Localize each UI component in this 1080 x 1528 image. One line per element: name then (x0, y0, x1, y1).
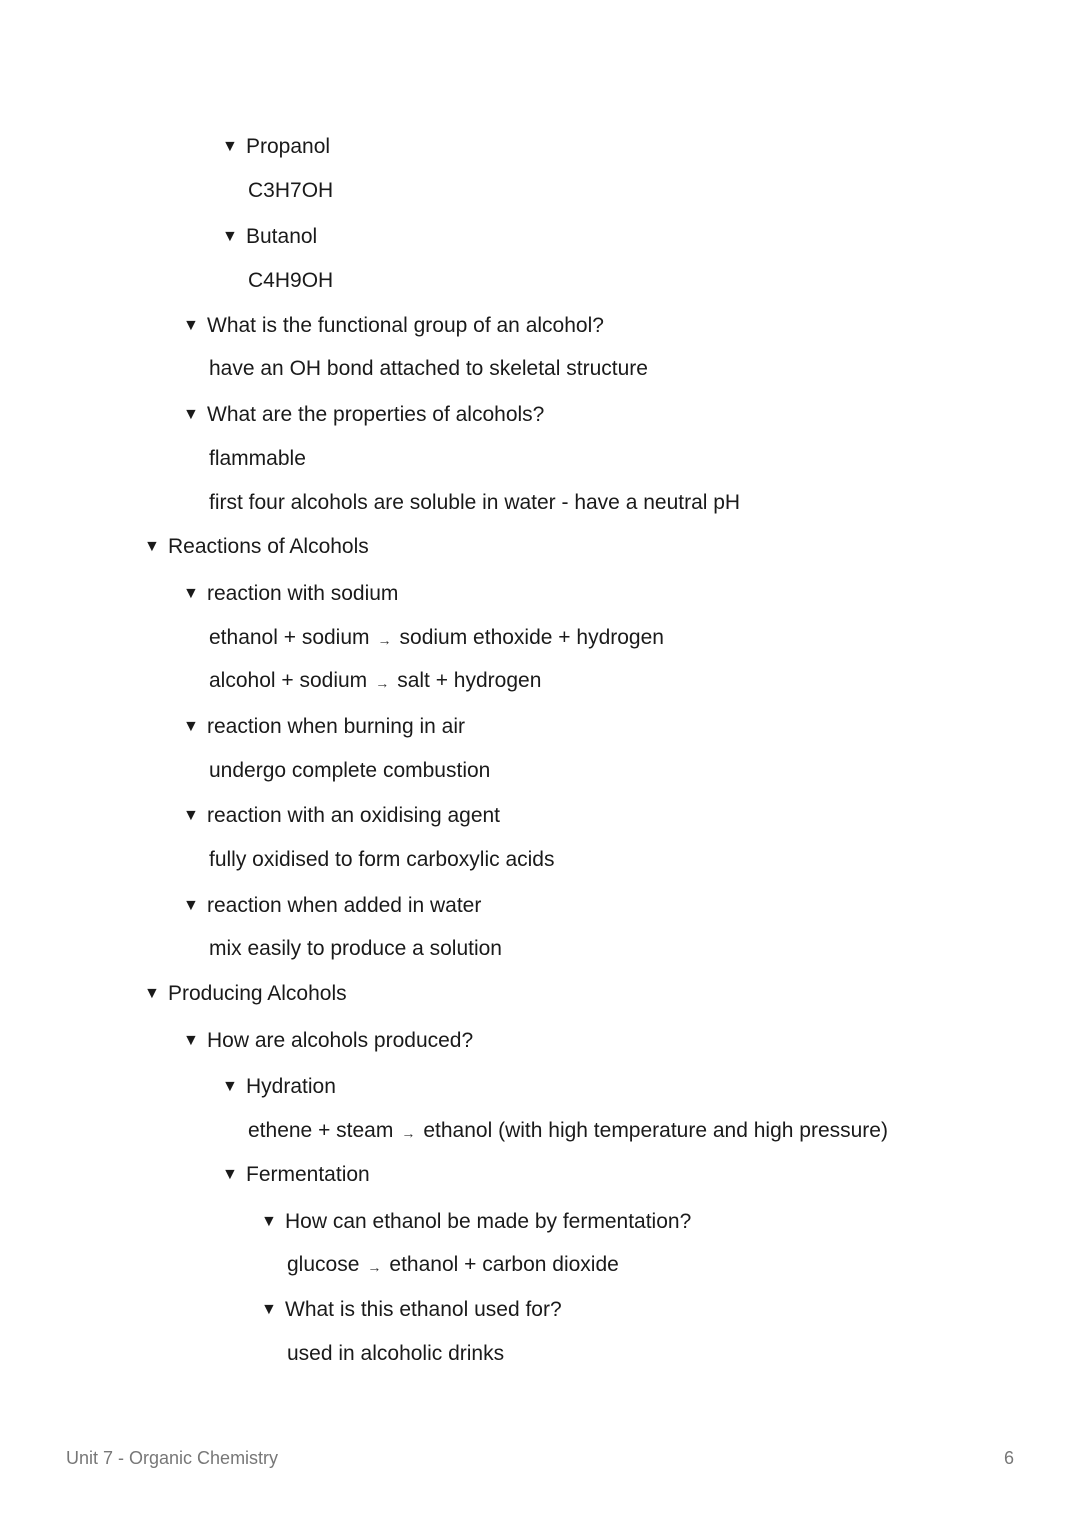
equation-right: salt + hydrogen (397, 669, 542, 692)
outline-toggle-hydration[interactable] (222, 1074, 336, 1102)
heading-reaction-sodium: reaction with sodium (207, 582, 399, 605)
outline-toggle-fermentation-use[interactable] (261, 1297, 562, 1325)
triangle-down-icon: ▼ (183, 807, 199, 824)
outline-toggle-reactions[interactable] (144, 534, 369, 562)
footer-page-number: 6 (1004, 1448, 1015, 1468)
formula-butanol: C4H9OH (248, 269, 334, 292)
outline-toggle-producing[interactable] (144, 981, 347, 1009)
heading-properties: What are the properties of alcohols? (207, 403, 545, 426)
arrow-right-icon: → (367, 1259, 382, 1275)
heading-hydration: Hydration (246, 1075, 336, 1098)
outline-toggle-properties[interactable] (183, 402, 544, 430)
heading-butanol: Butanol (246, 225, 318, 248)
equation-left: ethanol + sodium (209, 626, 370, 649)
equation-hydration (248, 1118, 888, 1145)
triangle-down-icon: ▼ (261, 1213, 277, 1230)
equation-right: sodium ethoxide + hydrogen (399, 626, 664, 649)
formula-propanol: C3H7OH (248, 179, 334, 202)
triangle-down-icon: ▼ (183, 317, 199, 334)
triangle-down-icon: ▼ (144, 985, 160, 1002)
outline-toggle-fermentation-how[interactable] (261, 1209, 691, 1237)
triangle-down-icon: ▼ (222, 228, 238, 245)
heading-reaction-oxidising: reaction with an oxidising agent (207, 804, 501, 827)
answer-properties-flammable: flammable (209, 447, 306, 470)
equation-left: alcohol + sodium (209, 669, 368, 692)
outline-toggle-butanol[interactable] (222, 224, 317, 252)
answer-reaction-water: mix easily to produce a solution (209, 937, 502, 960)
triangle-down-icon: ▼ (183, 897, 199, 914)
heading-reaction-burning: reaction when burning in air (207, 715, 465, 738)
outline-toggle-how-produced[interactable] (183, 1028, 473, 1056)
heading-fermentation-how: How can ethanol be made by fermentation? (285, 1210, 692, 1233)
triangle-down-icon: ▼ (144, 538, 160, 555)
heading-fermentation: Fermentation (246, 1163, 370, 1186)
heading-reactions: Reactions of Alcohols (168, 535, 369, 558)
outline-toggle-reaction-water[interactable] (183, 893, 481, 921)
outline-toggle-reaction-burning[interactable] (183, 714, 465, 742)
triangle-down-icon: ▼ (222, 1166, 238, 1183)
triangle-down-icon: ▼ (183, 718, 199, 735)
arrow-right-icon: → (377, 632, 392, 648)
outline-toggle-fermentation[interactable] (222, 1162, 370, 1190)
equation-fermentation (287, 1252, 619, 1279)
heading-propanol: Propanol (246, 135, 331, 158)
triangle-down-icon: ▼ (183, 585, 199, 602)
answer-reaction-burning: undergo complete combustion (209, 759, 491, 782)
triangle-down-icon: ▼ (222, 138, 238, 155)
triangle-down-icon: ▼ (261, 1301, 277, 1318)
answer-properties-soluble: first four alcohols are soluble in water - have a neutral pH (209, 491, 741, 514)
heading-reaction-water: reaction when added in water (207, 894, 482, 917)
heading-functional-group: What is the functional group of an alcohol? (207, 314, 604, 337)
triangle-down-icon: ▼ (222, 1078, 238, 1095)
triangle-down-icon: ▼ (183, 406, 199, 423)
outline-toggle-reaction-sodium[interactable] (183, 581, 398, 609)
outline-toggle-reaction-oxidising[interactable] (183, 803, 500, 831)
triangle-down-icon: ▼ (183, 1032, 199, 1049)
answer-fermentation-use: used in alcoholic drinks (287, 1342, 505, 1365)
equation-ethanol-sodium (209, 625, 664, 652)
arrow-right-icon: → (375, 675, 390, 691)
footer-unit-label: Unit 7 - Organic Chemistry (66, 1448, 279, 1468)
heading-how-produced: How are alcohols produced? (207, 1029, 474, 1052)
answer-reaction-oxidising: fully oxidised to form carboxylic acids (209, 848, 555, 871)
equation-left: glucose (287, 1253, 360, 1276)
outline-toggle-functional-group[interactable] (183, 313, 604, 341)
equation-right: ethanol (with high temperature and high pressure) (423, 1119, 888, 1142)
equation-left: ethene + steam (248, 1119, 394, 1142)
answer-functional-group: have an OH bond attached to skeletal structure (209, 357, 648, 380)
equation-right: ethanol + carbon dioxide (389, 1253, 619, 1276)
heading-producing: Producing Alcohols (168, 982, 347, 1005)
equation-alcohol-sodium (209, 668, 541, 695)
heading-fermentation-use: What is this ethanol used for? (285, 1298, 562, 1321)
outline-toggle-propanol[interactable] (222, 134, 330, 162)
arrow-right-icon: → (401, 1125, 416, 1141)
